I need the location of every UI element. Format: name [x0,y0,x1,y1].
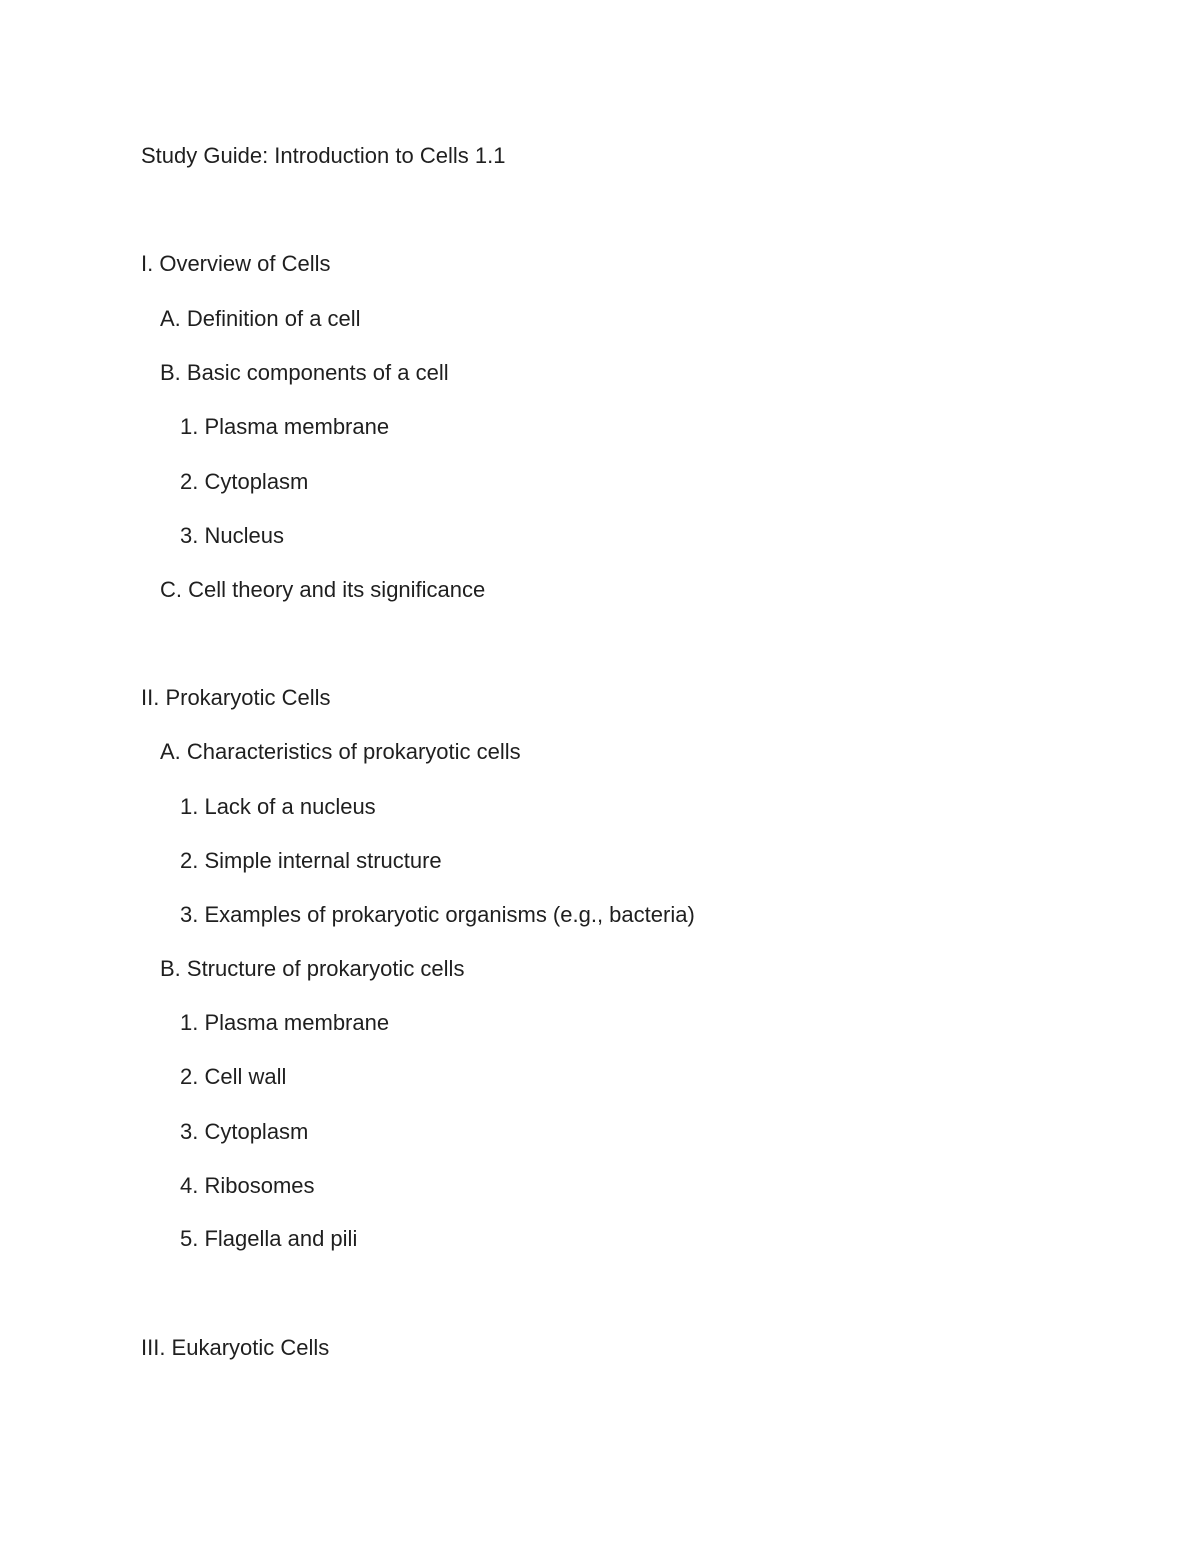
outline-subitem: 2. Cytoplasm [180,469,309,494]
outline-subitem: 3. Nucleus [180,523,284,548]
section-heading-3: III. Eukaryotic Cells [141,1335,330,1360]
outline-subitem: 2. Simple internal structure [180,848,442,873]
outline-subitem: 1. Lack of a nucleus [180,794,376,819]
outline-subitem: 5. Flagella and pili [180,1226,358,1251]
document-title: Study Guide: Introduction to Cells 1.1 [141,143,506,168]
outline-subitem: 3. Examples of prokaryotic organisms (e.g., bacteria) [180,902,695,927]
outline-subitem: 3. Cytoplasm [180,1119,309,1144]
outline-item: B. Structure of prokaryotic cells [160,956,465,981]
outline-subitem: 1. Plasma membrane [180,1010,390,1035]
outline-item: B. Basic components of a cell [160,360,449,385]
outline-subitem: 4. Ribosomes [180,1173,315,1198]
outline-subitem: 2. Cell wall [180,1064,287,1089]
outline-item: A. Definition of a cell [160,306,361,331]
section-heading-2: II. Prokaryotic Cells [141,685,331,710]
outline-item: A. Characteristics of prokaryotic cells [160,739,521,764]
outline-subitem: 1. Plasma membrane [180,414,390,439]
section-heading-1: I. Overview of Cells [141,251,331,276]
outline-item: C. Cell theory and its significance [160,577,486,602]
